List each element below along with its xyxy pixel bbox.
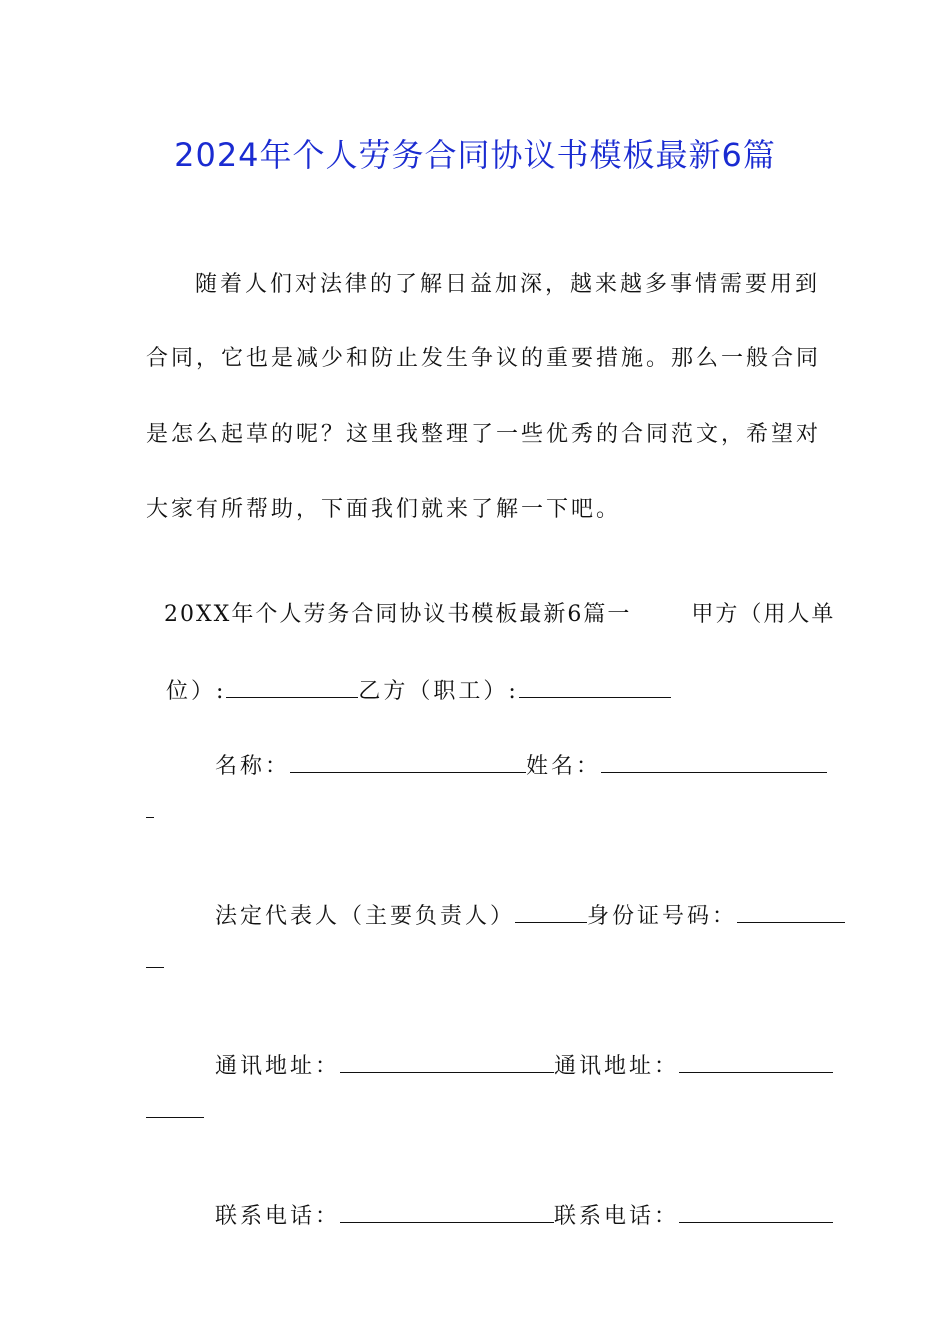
party-heading-line (146, 645, 806, 707)
party-a-heading-cont: 位）: (166, 679, 227, 704)
address-line-overflow (146, 1095, 806, 1127)
phone-b-label: 联系电话： (554, 1204, 680, 1229)
address-b-label: 通讯地址： (554, 1054, 680, 1079)
intro-line-2: 合同，它也是减少和防止发生争议的重要措施。那么一般合同 (146, 346, 822, 371)
phone-b-blank[interactable] (679, 1200, 833, 1223)
address-line (195, 1020, 807, 1082)
party-a-heading: 甲方（用人单 (691, 602, 836, 627)
party-b-blank[interactable] (519, 675, 671, 698)
legal-rep-line-overflow (146, 945, 806, 977)
section-heading: 20XX年个人劳务合同协议书模板最新6篇一 (164, 602, 632, 627)
intro-line-1: 随着人们对法律的了解日益加深，越来越多事情需要用到 (195, 272, 821, 297)
name-line (195, 720, 807, 782)
address-a-label: 通讯地址： (215, 1054, 341, 1079)
person-name-blank-cont[interactable] (146, 795, 154, 818)
legal-rep-line (195, 870, 807, 932)
intro-line-4: 大家有所帮助，下面我们就来了解一下吧。 (146, 497, 622, 522)
phone-line (195, 1170, 807, 1232)
intro-line-3: 是怎么起草的呢？这里我整理了一些优秀的合同范文，希望对 (146, 422, 822, 447)
legal-rep-label: 法定代表人（主要负责人） (215, 904, 516, 929)
phone-a-label: 联系电话： (215, 1204, 341, 1229)
document-title: 2024年个人劳务合同协议书模板最新6篇 (174, 136, 776, 174)
id-number-blank-cont[interactable] (146, 945, 164, 968)
party-a-blank[interactable] (226, 675, 358, 698)
name-line-overflow (146, 795, 806, 827)
section-heading-line (146, 570, 836, 630)
address-b-blank[interactable] (679, 1050, 833, 1073)
name-label: 名称： (215, 754, 291, 779)
address-b-blank-cont[interactable] (146, 1095, 204, 1118)
legal-rep-blank[interactable] (515, 900, 587, 923)
party-b-heading: 乙方（职工）: (358, 679, 519, 704)
person-name-blank[interactable] (601, 750, 827, 773)
person-name-label: 姓名： (526, 754, 602, 779)
id-number-label: 身份证号码： (587, 904, 738, 929)
address-a-blank[interactable] (340, 1050, 554, 1073)
id-number-blank[interactable] (737, 900, 845, 923)
name-blank[interactable] (290, 750, 526, 773)
phone-a-blank[interactable] (340, 1200, 554, 1223)
